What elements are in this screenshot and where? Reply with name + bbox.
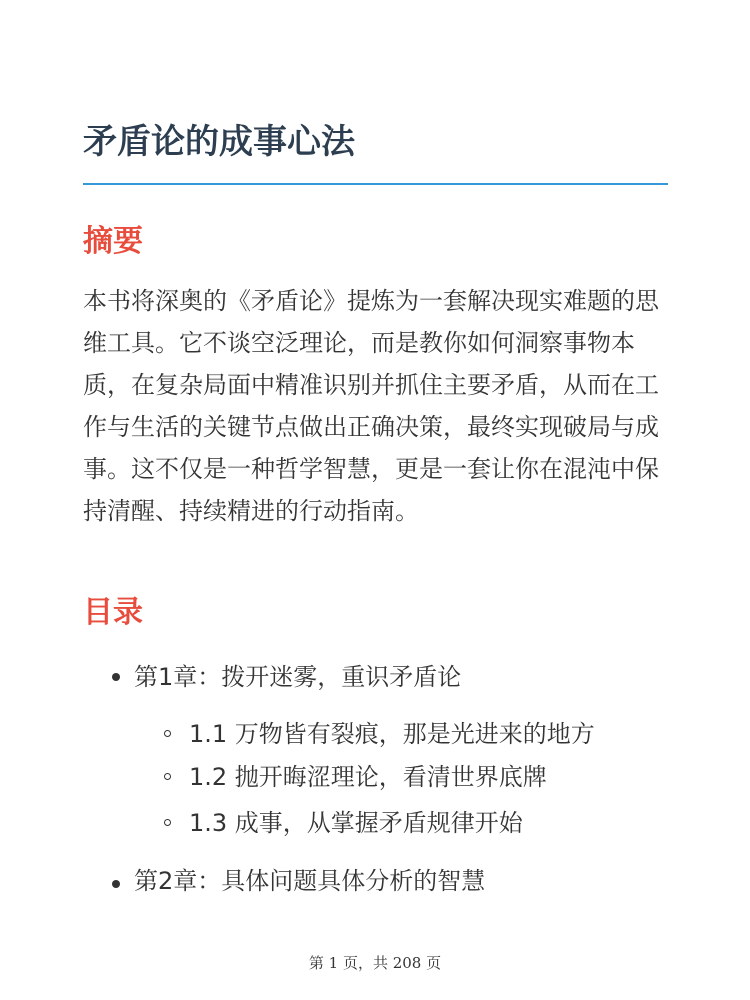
toc-section-1-3[interactable]: 1.3 成事，从掌握矛盾规律开始 [189, 809, 523, 837]
section-bullet [164, 730, 171, 737]
page-number-footer: 第 1 页，共 208 页 [308, 954, 442, 972]
toc-chapter-1[interactable]: 第1章：拨开迷雾，重识矛盾论 [134, 663, 462, 691]
toc-heading: 目录 [83, 595, 143, 630]
toc-chapter-2[interactable]: 第2章：具体问题具体分析的智慧 [134, 867, 486, 895]
document-title: 矛盾论的成事心法 [83, 122, 355, 162]
toc-section-1-2[interactable]: 1.2 抛开晦涩理论，看清世界底牌 [189, 763, 547, 791]
title-divider [83, 183, 668, 185]
abstract-heading: 摘要 [83, 224, 143, 259]
section-bullet [164, 773, 171, 780]
abstract-paragraph: 本书将深奥的《矛盾论》提炼为一套解决现实难题的思维工具。它不谈空泛理论，而是教你如何洞察事物本质，在复杂局面中精准识别并抓住主要矛盾，从而在工作与生活的关键节点做出正确决策，最终实现破局与成事。这不仅是一种哲学智慧，更是一套让你在混沌中保持清醒、持续精进的行动指南。 [83, 287, 659, 525]
toc-section-1-1[interactable]: 1.1 万物皆有裂痕，那是光进来的地方 [189, 720, 595, 748]
chapter-bullet [112, 880, 120, 888]
chapter-bullet [112, 673, 120, 681]
section-bullet [164, 819, 171, 826]
